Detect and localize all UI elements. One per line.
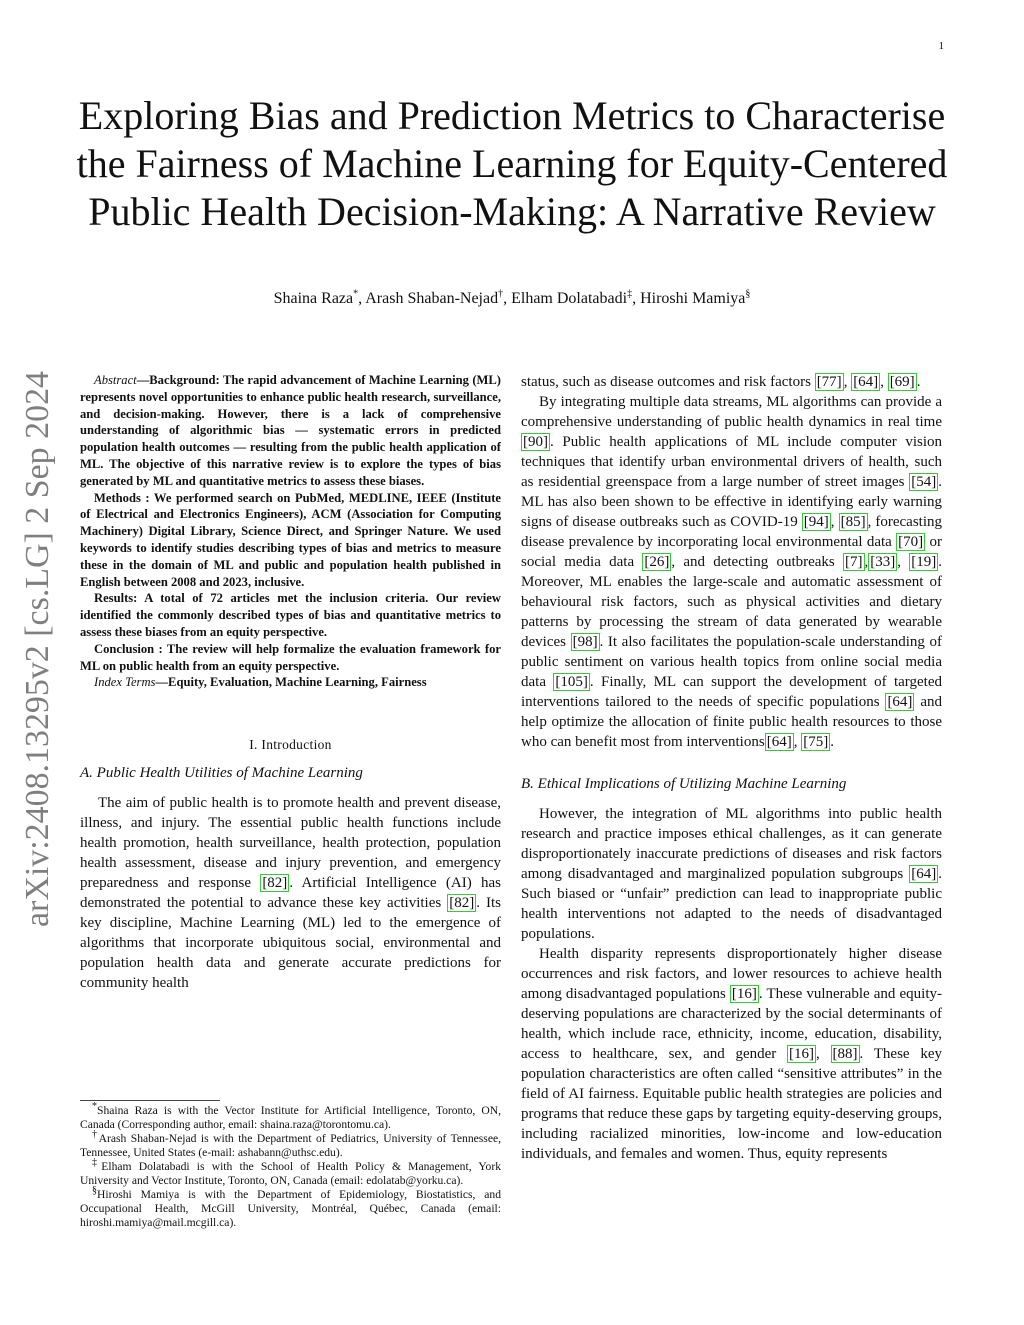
- text-run: . Finally, ML can support the development of targeted interventions tailored to the needs of specific populations: [521, 674, 943, 710]
- author-list: Shaina Raza*, Arash Shaban-Nejad†, Elham Dolatabadi‡, Hiroshi Mamiya§: [273, 288, 751, 307]
- citation-link[interactable]: [54]: [911, 474, 937, 490]
- footnote: [80, 1185, 501, 1230]
- author-mark: *: [353, 288, 359, 300]
- subsection-heading-a: A. Public Health Utilities of Machine Learning: [80, 765, 363, 782]
- citation-link[interactable]: [88]: [832, 1046, 858, 1062]
- footnote: [80, 1157, 502, 1188]
- text-run: ,: [843, 374, 852, 390]
- text-run: . ML has also been shown to be effective in identifying early warning signs of disease outbreaks such as COVID-19: [521, 474, 942, 530]
- right-column: [521, 372, 942, 1164]
- citation-link[interactable]: [16]: [789, 1046, 815, 1062]
- text-run: Health disparity represents disproportionately higher disease occurrences and risk factors, and lower resources to achieve health among disadvantaged populations: [521, 946, 942, 1002]
- text-run: .: [916, 374, 921, 390]
- citation-link[interactable]: [64]: [887, 694, 913, 710]
- text-run: . Its key discipline, Machine Learning (ML) led to the emergence of algorithms that incorporate ubiquitous social, environmental and population health data and generate accurate predictions for community health: [80, 895, 502, 992]
- abstract-label: Abstract: [94, 373, 137, 387]
- left-column: [80, 372, 501, 993]
- text-run: . Moreover, ML enables the large-scale and automatic assessment of behavioural risk factors, such as physical activities and dietary patterns by processing the stream of data generated by wearable devices: [521, 554, 943, 650]
- footnote-text: Shaina Raza is with the Vector Institute for Artificial Intelligence, Toronto, ON, Canada (Corresponding author, email: shaina.raza@torontomu.ca).: [80, 1104, 501, 1131]
- text-run: . Such biased or “unfair” prediction can lead to inappropriate public health interventions not adapted to the needs of disadvantaged populations.: [521, 866, 942, 942]
- citation-link[interactable]: [33]: [870, 554, 896, 570]
- section-heading-introduction: I. Introduction: [249, 737, 332, 753]
- citation-link[interactable]: [64]: [911, 866, 937, 882]
- text-run: status, such as disease outcomes and risk factors: [521, 374, 815, 390]
- citation-link[interactable]: [82]: [449, 895, 475, 912]
- text-run: However, the integration of ML algorithms into public health research and practice imposes ethical challenges, as it can generate disproportionately inaccurate predictions of diseases and risk factors among disadvantaged and marginalized population subgroups: [521, 806, 942, 882]
- text-run: ,: [830, 514, 839, 530]
- arxiv-stamp-text: arXiv:2408.13295v2 [cs.LG] 2 Sep 2024: [19, 369, 56, 927]
- ml-applications-paragraph: [521, 392, 942, 752]
- subsection-heading-b: B. Ethical Implications of Utilizing Machine Learning: [521, 776, 847, 792]
- text-run: ,: [864, 554, 869, 570]
- citation-link[interactable]: [70]: [898, 534, 924, 550]
- footnotes: [80, 1100, 501, 1230]
- citation-link[interactable]: [94]: [803, 514, 829, 530]
- author-mark: ‡: [627, 288, 633, 300]
- citation-link[interactable]: [64]: [853, 374, 879, 390]
- citation-link[interactable]: [90]: [523, 434, 548, 450]
- text-run: . Artificial Intelligence (AI) has demonstrated the potential to advance these key activities: [80, 875, 501, 912]
- text-run: or social media data: [521, 534, 942, 570]
- citation-link[interactable]: [85]: [840, 514, 866, 530]
- abstract-background: —Background: The rapid advancement of Machine Learning (ML) represents novel opportunities to enhance public health research, surveillance, and decision-making. However, there is a lack of comprehensive understanding of algorithmic bias — systematic errors in predicted population health outcomes — resulting from the public health application of ML. The objective of this narrative review is to explore the types of bias generated by ML and quantitative metrics to assess these biases.: [80, 373, 501, 488]
- citation-link[interactable]: [82]: [262, 875, 288, 892]
- author-name: Arash Shaban-Nejad: [365, 290, 499, 307]
- arxiv-stamp: [12, 365, 60, 935]
- continued-paragraph: [521, 372, 942, 392]
- text-run: . Public health applications of ML include computer vision techniques that identify urban environmental drivers of health, such as residential greenspace from a large number of street images: [521, 434, 942, 490]
- abstract-results: Results: A total of 72 articles met the inclusion criteria. Our review identified the commonly described types of bias and quantitative metrics to assess these biases from an equity perspective.: [80, 591, 501, 639]
- text-run: and help optimize the allocation of finite public health resources to those who can benefit most from interventions: [521, 694, 942, 750]
- citation-link[interactable]: [26]: [644, 554, 670, 570]
- footnote-text: Elham Dolatabadi is with the School of Health Policy & Management, York University and Vector Institute, Toronto, ON, Canada (email: edolatab@yorku.ca).: [80, 1160, 502, 1187]
- text-run: .: [830, 734, 834, 750]
- citation-link[interactable]: [64]: [766, 734, 792, 750]
- footnote-mark: §: [92, 1185, 97, 1197]
- citation-link[interactable]: [75]: [803, 734, 829, 750]
- ethical-paragraph: [521, 804, 942, 944]
- text-run: . These vulnerable and equity-deserving populations are characterized by the social determinants of health, which include race, ethnicity, income, education, disability, access to healthcare, sex, and gender: [521, 986, 942, 1062]
- citation-link[interactable]: [105]: [555, 674, 588, 690]
- citation-link[interactable]: [77]: [816, 374, 842, 390]
- text-run: ,: [880, 374, 888, 390]
- footnote-mark: *: [92, 1101, 97, 1113]
- health-disparity-paragraph: [521, 944, 942, 1164]
- author-mark: §: [745, 288, 751, 300]
- abstract: [80, 372, 501, 691]
- text-run: . It also facilitates the population-scale understanding of public sentiment on various health topics from online social media data: [521, 634, 943, 690]
- index-terms-text: —Equity, Evaluation, Machine Learning, Fairness: [155, 675, 427, 690]
- abstract-methods: Methods : We performed search on PubMed, MEDLINE, IEEE (Institute of Electrical and Electronics Engineers), ACM (Association for Computing Machinery) Digital Library, Science Direct, and Springer Nature. We used keywords to identify studies describing types of bias and metrics to measure these in the domain of ML and public and population health published in English between 2008 and 2023, inclusive.: [80, 490, 501, 589]
- text-run: . These key population characteristics are often called “sensitive attributes” in the field of AI fairness. Equitable public health strategies are policies and programs that reduce these gaps by targeting equity-deserving groups, including racialized minorities, low-income and low-education individuals, and females and women. Thus, equity represents: [521, 1046, 942, 1162]
- footnote: [80, 1101, 501, 1132]
- author-name: Shaina Raza: [273, 290, 354, 307]
- citation-link[interactable]: [16]: [731, 986, 757, 1002]
- citation-link[interactable]: [69]: [889, 374, 915, 390]
- abstract-conclusion: Conclusion : The review will help formalize the evaluation framework for ML on public health from an equity perspective.: [80, 641, 501, 673]
- citation-link[interactable]: [98]: [572, 634, 598, 650]
- text-run: ,: [816, 1046, 831, 1062]
- text-run: By integrating multiple data streams, ML algorithms can provide a comprehensive understanding of public health dynamics in real time: [521, 394, 942, 430]
- text-run: , forecasting disease prevalence by incorporating local environmental data: [521, 514, 943, 550]
- text-run: ,: [897, 554, 910, 570]
- footnote-rule: [80, 1100, 220, 1101]
- footnote-mark: ‡: [92, 1157, 102, 1169]
- footnote: [80, 1129, 502, 1160]
- text-run: , and detecting outbreaks: [671, 554, 844, 570]
- citation-link[interactable]: [19]: [911, 554, 937, 570]
- index-terms-label: Index Terms: [94, 675, 156, 690]
- footnote-text: Hiroshi Mamiya is with the Department of Epidemiology, Biostatistics, and Occupational Health, McGill University, Montréal, Québec, Canada (email: hiroshi.mamiya@mail.mcgill.ca).: [80, 1188, 501, 1229]
- footnote-mark: †: [92, 1129, 99, 1141]
- footnote-text: Arash Shaban-Nejad is with the Department of Pediatrics, University of Tennessee, Tennessee, United States (e-mail: ashabann@uthsc.edu).: [80, 1132, 502, 1159]
- intro-paragraph: [80, 793, 501, 993]
- page-number: 1: [938, 40, 944, 52]
- author-mark: †: [498, 288, 504, 300]
- text-run: ,: [793, 734, 802, 750]
- spacer: [521, 752, 942, 774]
- author-name: Elham Dolatabadi: [511, 290, 628, 307]
- author-name: Hiroshi Mamiya: [640, 290, 746, 307]
- citation-link[interactable]: [7]: [845, 554, 863, 570]
- text-run: The aim of public health is to promote health and prevent disease, illness, and injury. The essential public health functions include health promotion, health surveillance, health protection, population health assessment, disease and injury prevention, and emergency preparedness and response: [80, 795, 501, 892]
- index-terms: [80, 674, 501, 691]
- paper-title: Exploring Bias and Prediction Metrics to Characterise the Fairness of Machine Learning for Equity-Centered Public Health Decision-Making: A Narrative Review: [76, 93, 948, 234]
